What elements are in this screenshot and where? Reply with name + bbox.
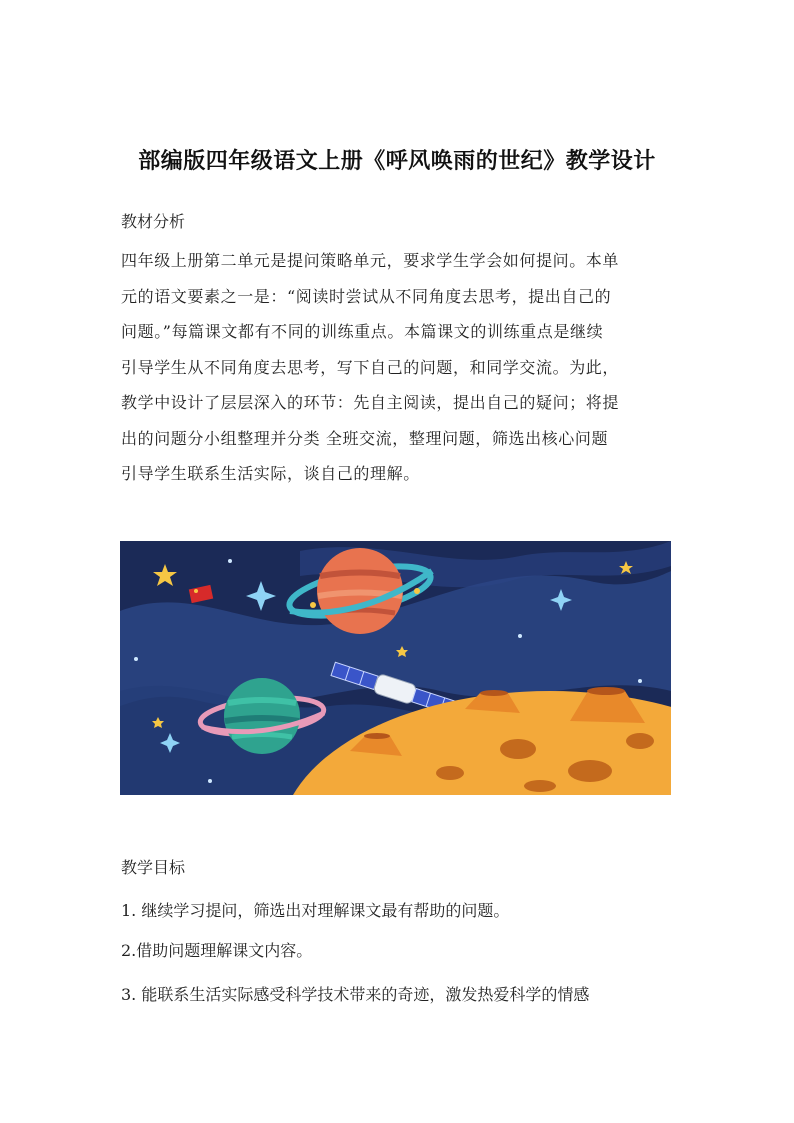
star-dot <box>228 559 232 563</box>
analysis-line: 引导学生联系生活实际，谈自己的理解。 <box>121 464 420 483</box>
analysis-paragraph <box>121 243 673 492</box>
analysis-line: 教学中设计了层层深入的环节：先自主阅读，提出自己的疑问；将提 <box>121 393 620 412</box>
analysis-line: 元的语文要素之一是：“阅读时尝试从不同角度去思考，提出自己的 <box>121 286 612 306</box>
section-heading-objectives: 教学目标 <box>121 858 186 877</box>
analysis-line: 四年级上册第二单元是提问策略单元，要求学生学会如何提问。本单 <box>121 251 620 270</box>
star-dot <box>134 657 138 661</box>
section-heading-analysis: 教材分析 <box>121 212 186 231</box>
page-title: 部编版四年级语文上册《呼风唤雨的世纪》教学设计 <box>138 149 656 174</box>
analysis-line: 出的问题分小组整理并分类 全班交流，整理问题，筛选出核心问题 <box>121 428 609 448</box>
analysis-line: 引导学生从不同角度去思考，写下自己的问题，和同学交流。为此， <box>121 357 620 377</box>
objective-item: 3. 能联系生活实际感受科学技术带来的奇迹，激发热爱科学的情感 <box>121 985 590 1004</box>
star-dot <box>518 634 522 638</box>
objective-item: 1. 继续学习提问，筛选出对理解课文最有帮助的问题。 <box>121 901 510 920</box>
star-dot <box>208 779 212 783</box>
objective-item: 2.借助问题理解课文内容。 <box>121 941 313 960</box>
star-dot <box>638 679 642 683</box>
analysis-line: 问题。”每篇课文都有不同的训练重点。本篇课文的训练重点是继续 <box>121 322 604 341</box>
space-illustration <box>120 541 671 795</box>
